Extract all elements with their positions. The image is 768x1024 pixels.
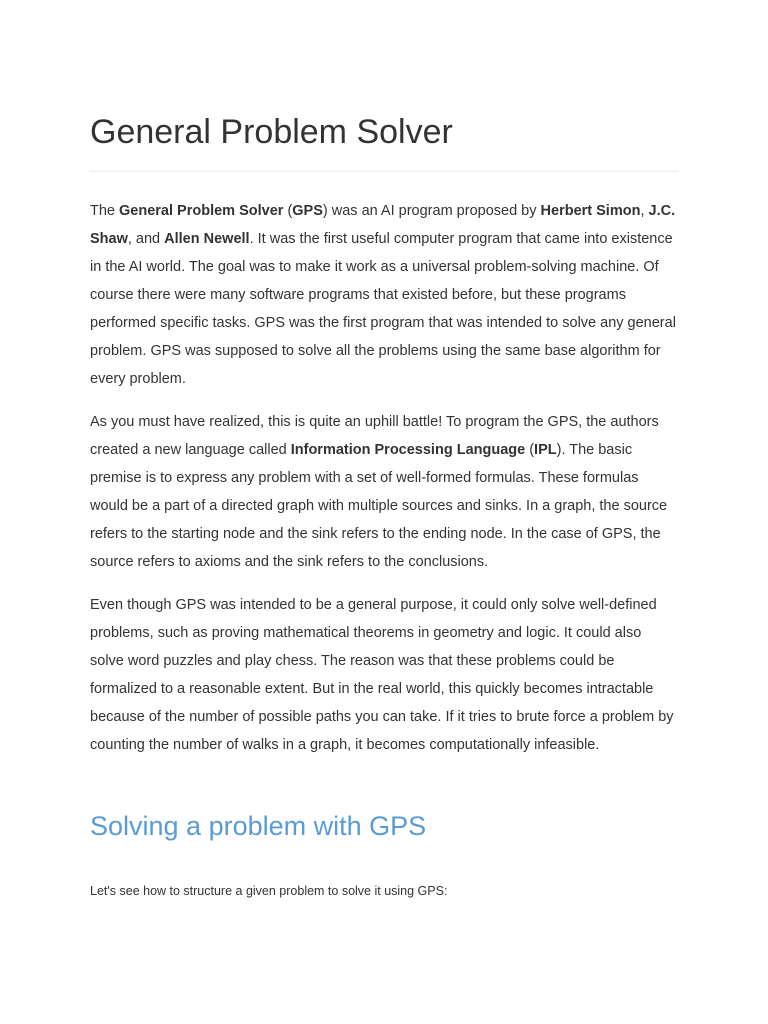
text-run: , [640,203,649,219]
paragraph-ipl [90,408,678,576]
text-run: ( [283,203,293,219]
text-run: ). The basic premise is to express any problem with a set of well-formed formulas. These formulas would be a part of a directed graph with multiple sources and sinks. In a graph, the source refers to the starting node and the sink refers to the ending node. In the case of GPS, the source refers to axioms and the sink refers to the conclusions. [90,442,668,570]
page-title: General Problem Solver [90,113,453,151]
text-run: ) was an AI program proposed by [322,203,541,219]
title-divider [90,171,678,172]
bold-term-herbert-simon: Herbert Simon [540,203,641,219]
section-intro: Let's see how to structure a given problem to solve it using GPS: [90,884,448,898]
paragraph-intro [90,197,678,393]
text-run: The [90,203,120,219]
bold-term-jc-shaw: J.C. Shaw [90,203,676,247]
bold-term-ipl: IPL [534,442,557,458]
bold-term-gps: GPS [292,203,323,219]
bold-term-allen-newell: Allen Newell [164,231,250,247]
section-heading: Solving a problem with GPS [90,811,427,841]
bold-term-general-problem-solver: General Problem Solver [119,203,284,219]
text-run: . It was the first useful computer program that came into existence in the AI world. The goal was to make it work as a universal problem-solving machine. Of course there were many software programs that existed before, but these programs performed specific tasks. GPS was the first program that was intended to solve any general problem. GPS was supposed to solve all the problems using the same base algorithm for every problem. [90,231,676,387]
text-run: , and [127,231,165,247]
text-run: As you must have realized, this is quite an uphill battle! To program the GPS, the authors created a new language called [90,414,659,458]
bold-term-information-processing-language: Information Processing Language [290,442,526,458]
paragraph-limitations: Even though GPS was intended to be a general purpose, it could only solve well-defined problems, such as proving mathematical theorems in geometry and logic. It could also solve word puzzles and play chess. The reason was that these problems could be formalized to a reasonable extent. But in the real world, this quickly becomes intractable because of the number of possible paths you can take. If it tries to brute force a problem by counting the number of walks in a graph, it becomes computationally infeasible. [90,597,674,753]
text-run: ( [525,442,535,458]
